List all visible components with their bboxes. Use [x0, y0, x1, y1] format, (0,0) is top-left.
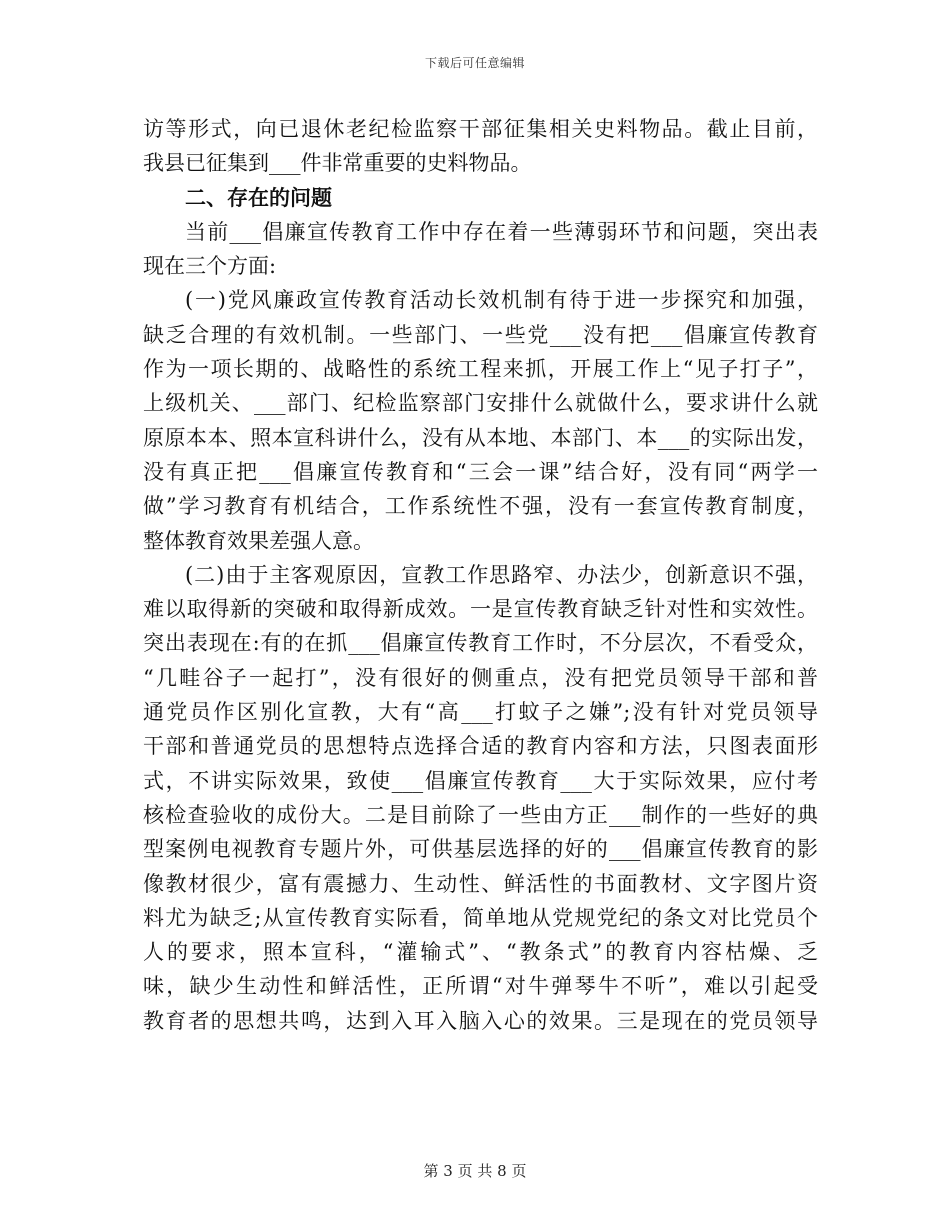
text-line: 核检查验收的成份大。二是目前除了一些由方正___制作的一些好的典 [143, 802, 818, 827]
text-line: 做”学习教育有机结合，工作系统性不强，没有一套宣传教育制度， [143, 494, 818, 519]
text-line: 型案例电视教育专题片外，可供基层选择的好的___倡廉宣传教育的影 [143, 837, 818, 862]
text-line: 上级机关、___部门、纪检监察部门安排什么就做什么，要求讲什么就 [143, 391, 818, 416]
text-line: 教育者的思想共鸣，达到入耳入脑入心的效果。三是现在的党员领导 [143, 1008, 818, 1033]
text-line: 人的要求，照本宣科，“灌输式”、“教条式”的教育内容枯燥、乏 [143, 940, 818, 965]
section-heading: 二、存在的问题 [185, 184, 332, 210]
paragraph-first-line: 当前___倡廉宣传教育工作中存在着一些薄弱环节和问题，突出表 [185, 219, 818, 244]
text-line: 原原本本、照本宣科讲什么，没有从本地、本部门、本___的实际出发， [143, 425, 818, 450]
text-line: 现在三个方面: [143, 254, 277, 279]
text-line: 突出表现在:有的在抓___倡廉宣传教育工作时，不分层次，不看受众， [143, 631, 818, 656]
text-line: 我县已征集到___件非常重要的史料物品。 [143, 151, 532, 176]
text-line: 缺乏合理的有效机制。一些部门、一些党___没有把___倡廉宣传教育 [143, 322, 818, 347]
document-body [143, 112, 818, 1038]
page-header: 下载后可任意编辑 [424, 56, 525, 70]
text-line: 整体教育效果差强人意。 [143, 528, 374, 553]
text-line: 干部和普通党员的思想特点选择合适的教育内容和方法，只图表面形 [143, 734, 818, 759]
text-line: 难以取得新的突破和取得新成效。一是宣传教育缺乏针对性和实效性。 [143, 597, 818, 622]
text-line: 料尤为缺乏;从宣传教育实际看，简单地从党规党纪的条文对比党员个 [143, 905, 818, 930]
paragraph-first-line: (一)党风廉政宣传教育活动长效机制有待于进一步探究和加强， [185, 288, 818, 313]
text-line: 味，缺少生动性和鲜活性，正所谓“对牛弹琴牛不听”，难以引起受 [143, 974, 818, 999]
text-line: 像教材很少，富有震撼力、生动性、鲜活性的书面教材、文字图片资 [143, 871, 818, 896]
text-line: 式，不讲实际效果，致使___倡廉宣传教育___大于实际效果，应付考 [143, 768, 818, 793]
text-line: 作为一项长期的、战略性的系统工程来抓，开展工作上“见子打子”， [143, 357, 818, 382]
text-line: 没有真正把___倡廉宣传教育和“三会一课”结合好，没有同“两学一 [143, 459, 818, 484]
paragraph-first-line: (二)由于主客观原因，宣教工作思路窄、办法少，创新意识不强， [185, 562, 818, 587]
text-line: 通党员作区别化宣教，大有“高___打蚊子之嫌”;没有针对党员领导 [143, 700, 818, 725]
text-line: 访等形式，向已退休老纪检监察干部征集相关史料物品。截止目前， [143, 117, 818, 141]
page-number: 第 3 页 共 8 页 [423, 1162, 527, 1180]
text-line: “几畦谷子一起打”，没有很好的侧重点，没有把党员领导干部和普 [143, 665, 818, 690]
